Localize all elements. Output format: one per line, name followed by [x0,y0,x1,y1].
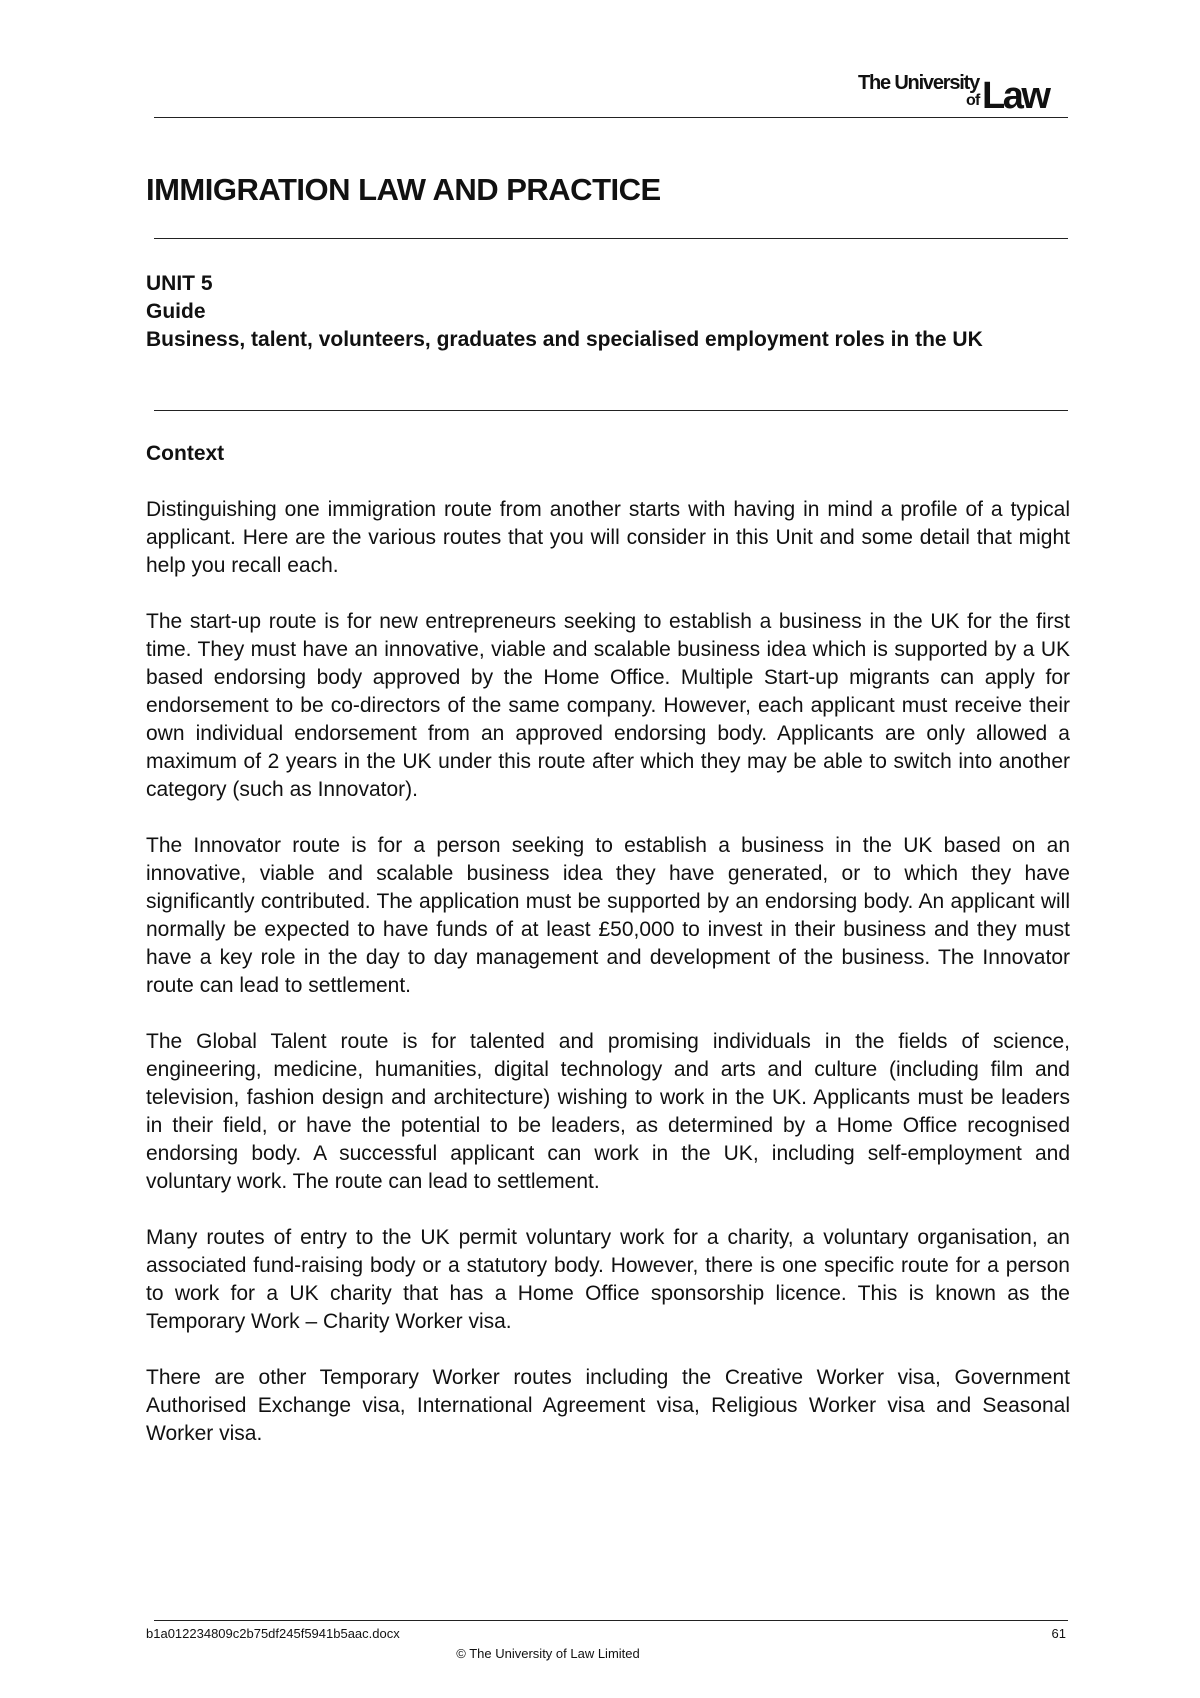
context-heading: Context [146,442,225,465]
unit-divider [154,410,1068,411]
paragraph-charity-worker: Many routes of entry to the UK permit voluntary work for a charity, a voluntary organisation, an associated fund-raising body or a statutory body. However, there is one specific route for a person to work for a UK charity that has a Home Office sponsorship licence. This is known as the Temporary Work – Charity Worker visa. [146,1226,1070,1333]
paragraph-innovator: The Innovator route is for a person seeking to establish a business in the UK based on an innovative, viable and scalable business idea they have generated, or to which they have significantly contributed. The application must be supported by an endorsing body. An applicant will normally be expected to have funds of at least £50,000 to invest in their business and they must have a key role in the day to day management and development of the business. The Innovator route can lead to settlement. [146,834,1070,997]
title-divider [154,238,1068,239]
university-of-law-logo [858,72,1068,116]
paragraph-start-up: The start-up route is for new entrepreneurs seeking to establish a business in the UK for the first time. They must have an innovative, viable and scalable business idea which is supported by a UK based endorsing body approved by the Home Office. Multiple Start-up migrants can apply for endorsement to be co-directors of the same company. However, each applicant must receive their own individual endorsement from an approved endorsing body. Applicants are only allowed a maximum of 2 years in the UK under this route after which they may be able to switch into another category (such as Innovator). [146,610,1070,801]
unit-number: UNIT 5 [146,272,213,295]
body-text [146,496,1070,1476]
paragraph-temporary-worker: There are other Temporary Worker routes including the Creative Worker visa, Government Authorised Exchange visa, International Agreement visa, Religious Worker visa and Seasonal Worker visa. [146,1366,1070,1445]
logo-line-3: Law [982,75,1049,117]
unit-subtitle: Business, talent, volunteers, graduates and specialised employment roles in the UK [146,328,983,351]
unit-heading-block [146,270,1066,354]
paragraph-intro: Distinguishing one immigration route from another starts with having in mind a profile of a typical applicant. Here are the various routes that you will consider in this Unit and some detail that might help you recall each. [146,498,1070,577]
paragraph-global-talent: The Global Talent route is for talented and promising individuals in the fields of science, engineering, medicine, humanities, digital technology and arts and culture (including film and television, fashion design and architecture) wishing to work in the UK. Applicants must be leaders in their field, or have the potential to be leaders, as determined by a Home Office recognised endorsing body. A successful applicant can work in the UK, including self-employment and voluntary work. The route can lead to settlement. [146,1030,1070,1193]
unit-guide-label: Guide [146,300,206,323]
footer-divider [154,1620,1068,1621]
footer-copyright: © The University of Law Limited [456,1646,640,1661]
header-divider [154,117,1068,118]
footer-filename: b1a012234809c2b75df245f5941b5aac.docx [146,1626,400,1641]
page-number: 61 [1051,1626,1066,1641]
document-title: IMMIGRATION LAW AND PRACTICE [146,172,661,207]
logo-line-1: The University [858,72,980,94]
logo-line-2: of [966,92,980,109]
